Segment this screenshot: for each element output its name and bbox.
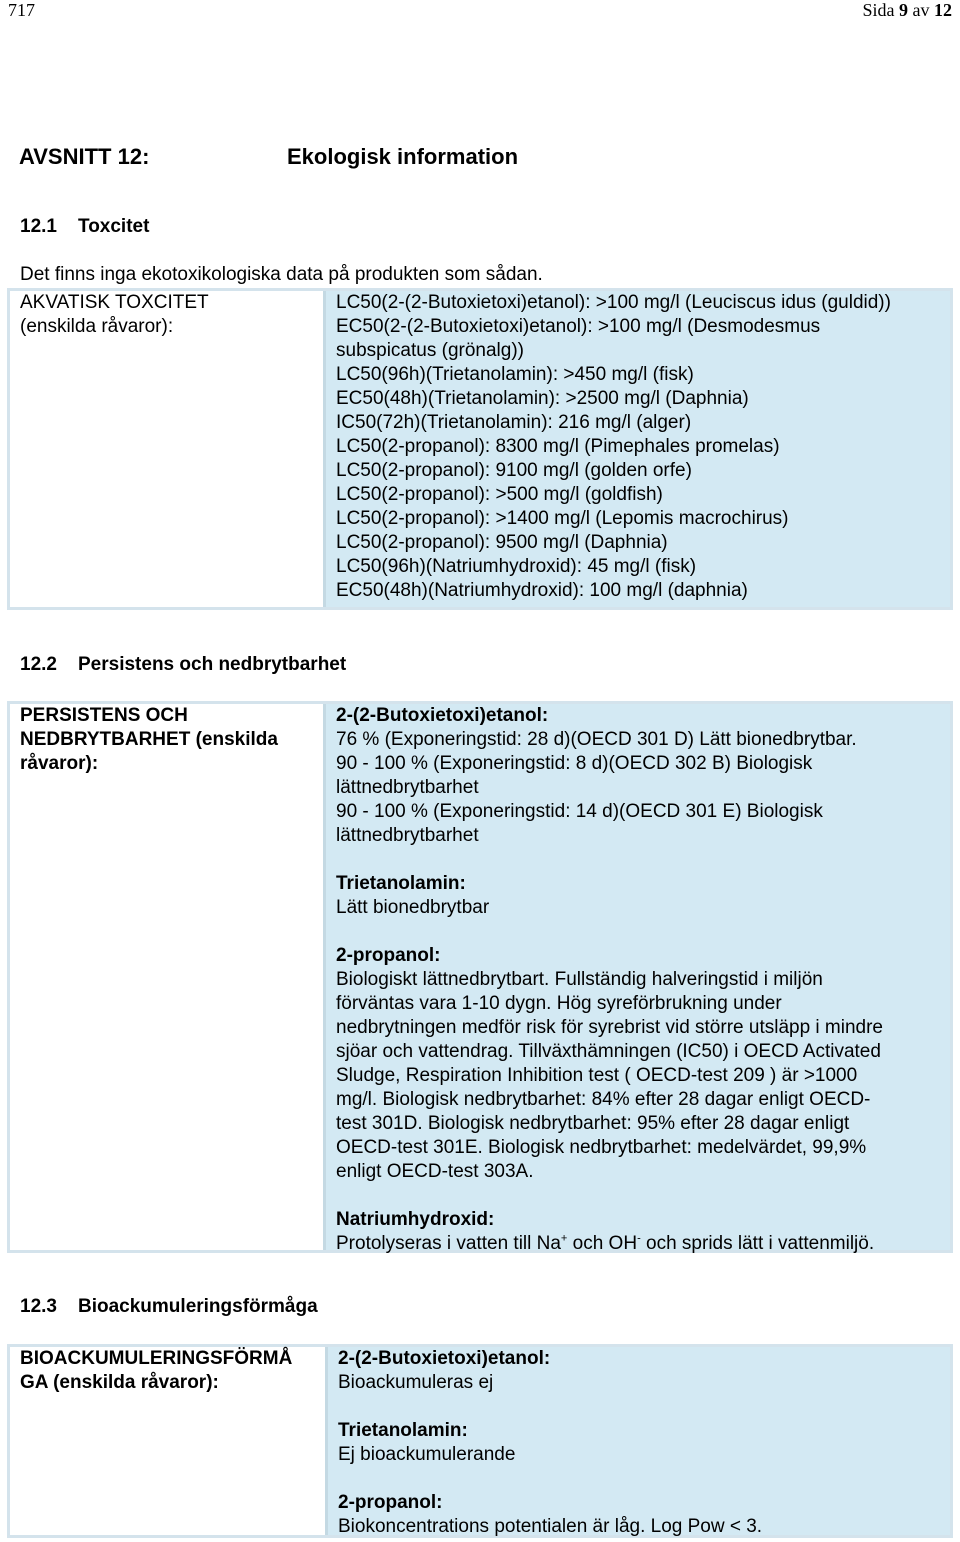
page-current: 9 [899, 0, 908, 20]
section-title: Ekologisk information [287, 144, 519, 169]
substance-heading: Trietanolamin: [338, 1420, 468, 1441]
value-line: EC50(2-(2-Butoxietoxi)etanol): >100 mg/l (Desmodesmus [336, 316, 821, 337]
subsection-title: Toxcitet [78, 216, 150, 237]
bioaccumulation-label-cell [10, 1347, 325, 1535]
value-line: mg/l. Biologisk nedbrytbarhet: 84% efter 28 dagar enligt OECD- [336, 1089, 871, 1110]
text-part: och OH [567, 1233, 638, 1254]
value-line: nedbrytningen medför risk för syrebrist vid större utsläpp i mindre [336, 1017, 884, 1038]
value-line: LC50(96h)(Trietanolamin): >450 mg/l (fisk) [336, 364, 694, 385]
natrium-text [336, 1232, 950, 1256]
label-line: GA (enskilda råvaror): [20, 1372, 219, 1393]
section-label: AVSNITT 12: [19, 144, 150, 169]
superscript: + [560, 1232, 568, 1245]
superscript: - [637, 1232, 641, 1245]
value-line: 90 - 100 % (Exponeringstid: 14 d)(OECD 301 E) Biologisk [336, 801, 823, 822]
value-line: LC50(2-propanol): 8300 mg/l (Pimephales promelas) [336, 436, 780, 457]
value-line: LC50(96h)(Natriumhydroxid): 45 mg/l (fisk) [336, 556, 697, 577]
value-line: EC50(48h)(Natriumhydroxid): 100 mg/l (daphnia) [336, 580, 748, 601]
subsection-number: 12.1 [20, 216, 57, 237]
substance-heading: 2-(2-Butoxietoxi)etanol: [338, 1348, 551, 1369]
value-line: OECD-test 301E. Biologisk nedbrytbarhet: medelvärdet, 99,9% [336, 1137, 867, 1158]
page-prefix: Sida [862, 0, 895, 20]
text-part: Protolyseras i vatten till Na [336, 1233, 561, 1254]
value-line: subspicatus (grönalg)) [336, 340, 524, 361]
value-line: Biologiskt lättnedbrytbart. Fullständig halveringstid i miljön [336, 969, 823, 990]
value-line: LC50(2-(2-Butoxietoxi)etanol): >100 mg/l (Leuciscus idus (guldid)) [336, 292, 891, 313]
toxicity-table [7, 288, 953, 610]
page-indicator [862, 0, 952, 21]
value-line: 76 % (Exponeringstid: 28 d)(OECD 301 D) Lätt bionedbrytbar. [336, 729, 857, 750]
bioaccumulation-table [7, 1344, 953, 1538]
label-line: NEDBRYTBARHET (enskilda [20, 729, 278, 750]
value-line: Sludge, Respiration Inhibition test ( OECD-test 209 ) är >1000 [336, 1065, 858, 1086]
page-total: 12 [934, 0, 952, 20]
value-line: EC50(48h)(Trietanolamin): >2500 mg/l (Daphnia) [336, 388, 749, 409]
value-line: enligt OECD-test 303A. [336, 1161, 534, 1182]
label-line: råvaror): [20, 753, 99, 774]
subsection-12-1-heading [20, 216, 149, 238]
substance-heading: 2-propanol: [338, 1492, 443, 1513]
value-line: Biokoncentrations potentialen är låg. Log Pow < 3. [338, 1516, 763, 1537]
substance-heading: 2-(2-Butoxietoxi)etanol: [336, 705, 549, 726]
toxicity-label-cell [10, 291, 323, 607]
subsection-number: 12.3 [20, 1296, 57, 1317]
text-part: och sprids lätt i vattenmiljö. [640, 1233, 875, 1254]
substance-heading: Trietanolamin: [336, 873, 466, 894]
value-line: Lätt bionedbrytbar [336, 897, 490, 918]
persistence-values-cell [323, 704, 950, 1254]
value-line: sjöar och vattendrag. Tillväxthämningen (IC50) i OECD Activated [336, 1041, 881, 1062]
label-line: (enskilda råvaror): [20, 316, 174, 337]
substance-heading: 2-propanol: [336, 945, 441, 966]
page-separator: av [912, 0, 930, 20]
persistence-label-cell [10, 704, 323, 1250]
label-line: AKVATISK TOXCITET [20, 292, 209, 313]
value-line: LC50(2-propanol): 9100 mg/l (golden orfe) [336, 460, 692, 481]
toxicity-values-cell [323, 291, 950, 607]
label-line: PERSISTENS OCH [20, 705, 188, 726]
value-line: Ej bioackumulerande [338, 1444, 516, 1465]
toxicity-intro: Det finns inga ekotoxikologiska data på produkten som sådan. [20, 264, 543, 285]
value-line: LC50(2-propanol): >1400 mg/l (Lepomis macrochirus) [336, 508, 789, 529]
value-line: Bioackumuleras ej [338, 1372, 494, 1393]
subsection-title: Bioackumuleringsförmåga [78, 1296, 318, 1317]
subsection-12-2-heading [20, 654, 346, 676]
subsection-title: Persistens och nedbrytbarhet [78, 654, 347, 675]
document-number: 717 [8, 0, 35, 20]
subsection-12-3-heading [20, 1296, 318, 1318]
value-line: test 301D. Biologisk nedbrytbarhet: 95% efter 28 dagar enligt [336, 1113, 850, 1134]
value-line: LC50(2-propanol): 9500 mg/l (Daphnia) [336, 532, 668, 553]
value-line: lättnedbrytbarhet [336, 825, 479, 846]
label-line: BIOACKUMULERINGSFÖRMÅ [20, 1348, 293, 1369]
value-line: LC50(2-propanol): >500 mg/l (goldfish) [336, 484, 663, 505]
value-line: IC50(72h)(Trietanolamin): 216 mg/l (alger) [336, 412, 692, 433]
persistence-table [7, 701, 953, 1253]
subsection-number: 12.2 [20, 654, 57, 675]
bioaccumulation-values-cell [325, 1347, 950, 1535]
value-line: förväntas vara 1-10 dygn. Hög syreförbrukning under [336, 993, 782, 1014]
value-line: lättnedbrytbarhet [336, 777, 479, 798]
substance-heading: Natriumhydroxid: [336, 1209, 495, 1230]
value-line: 90 - 100 % (Exponeringstid: 8 d)(OECD 302 B) Biologisk [336, 753, 813, 774]
